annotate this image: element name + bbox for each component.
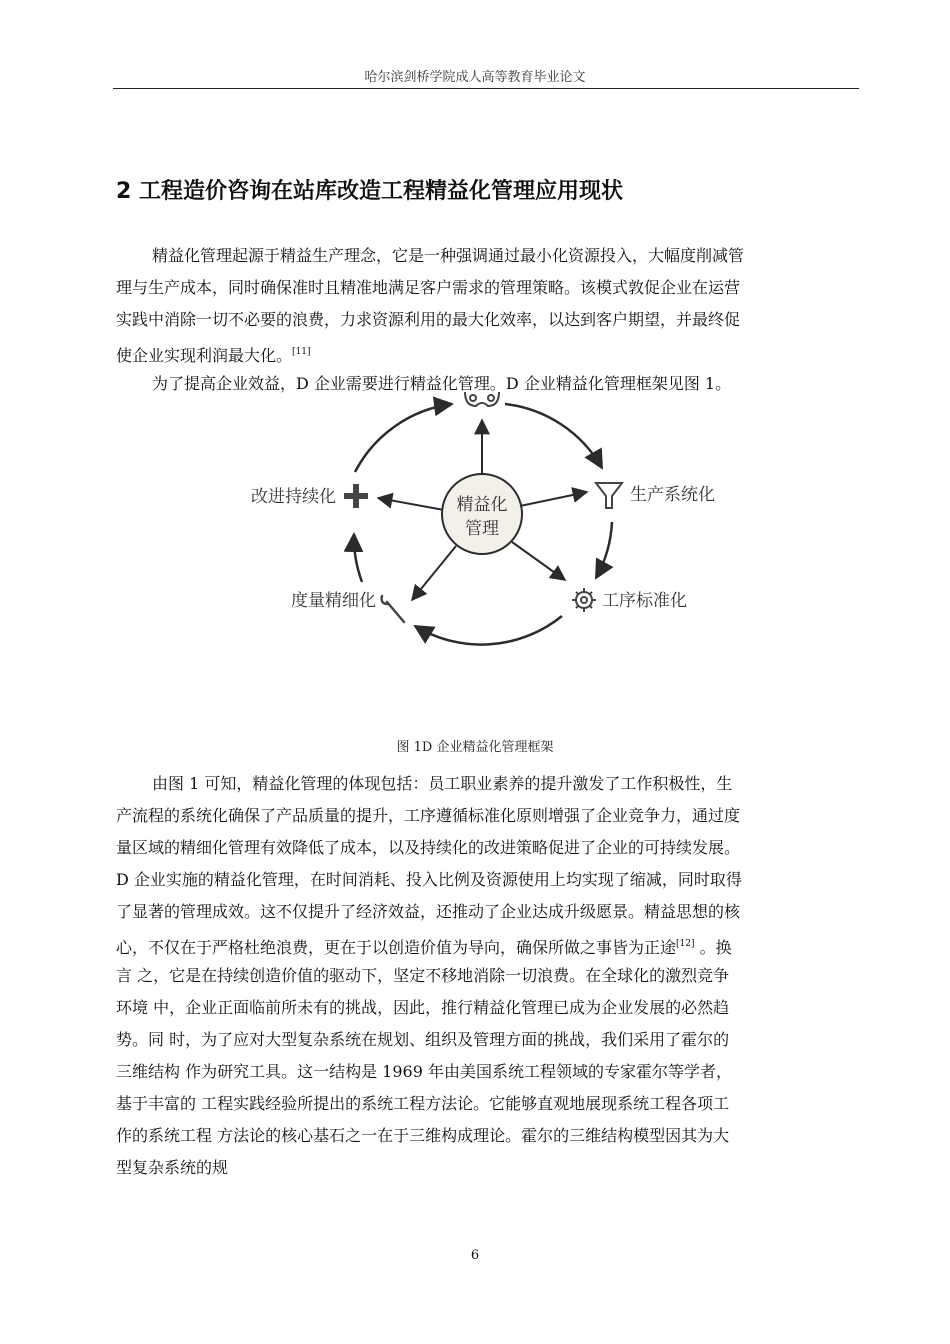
- text-line: D 企业实施的精益化管理，在时间消耗、投入比例及资源使用上均实现了缩减，同时取得: [116, 870, 742, 889]
- wrench-icon: [382, 596, 404, 622]
- funnel-icon: [596, 483, 622, 508]
- lean-management-diagram: [230, 390, 730, 650]
- text-line: 言 之，它是在持续创造价值的驱动下，坚定不移地消除一切浪费。在全球化的激烈竞争: [116, 966, 730, 985]
- text-line: 。换: [694, 938, 732, 957]
- plus-icon: [344, 484, 368, 508]
- header-title: 哈尔滨剑桥学院成人高等教育毕业论文: [364, 70, 586, 85]
- gear-icon: [572, 588, 596, 612]
- label-measurement: 度量精细化: [291, 591, 376, 611]
- header-rule: [113, 88, 859, 89]
- text-line: 为了提高企业效益，D 企业需要进行精益化管理。D 企业精益化管理框架见图 1。: [152, 374, 732, 393]
- text-line: 基于丰富的 工程实践经验所提出的系统工程方法论。它能够直观地展现系统工程各项工: [116, 1094, 730, 1113]
- text-line: 三维结构 作为研究工具。这一结构是 1969 年由美国系统工程领域的专家霍尔等学者，: [116, 1062, 732, 1081]
- text-line: 了显著的管理成效。这不仅提升了经济效益，还推动了企业达成升级愿景。精益思想的核: [116, 902, 741, 921]
- text-line: 环境 中，企业正面临前所未有的挑战，因此，推行精益化管理已成为企业发展的必然趋: [116, 998, 730, 1017]
- text-line: 产流程的系统化确保了产品质量的提升，工序遵循标准化原则增强了企业竞争力，通过度: [116, 806, 741, 825]
- text-line: 作的系统工程 方法论的核心基石之一在于三维构成理论。霍尔的三维结构模型因其为大: [116, 1126, 730, 1145]
- figure-caption: 图 1D 企业精益化管理框架: [396, 740, 554, 755]
- label-process: 工序标准化: [602, 591, 687, 611]
- text-line: 心，不仅在于严格杜绝浪费，更在于以创造价值为导向，确保所做之事皆为正途: [116, 938, 677, 957]
- paragraph-intro: [116, 240, 860, 368]
- paragraph-analysis: [116, 768, 860, 1184]
- center-label-line2: 管理: [465, 519, 499, 539]
- people-icon: [465, 392, 499, 406]
- text-line: 理与生产成本，同时确保准时且精准地满足客户需求的管理策略。该模式敦促企业在运营: [116, 278, 741, 297]
- text-line: 实践中消除一切不必要的浪费，力求资源利用的最大化效率，以达到客户期望，并最终促: [116, 310, 741, 329]
- citation: [11]: [292, 347, 311, 357]
- label-improvement: 改进持续化: [251, 487, 336, 507]
- text-line: 使企业实现利润最大化。: [116, 346, 293, 365]
- center-label-line1: 精益化: [456, 495, 508, 515]
- text-line: 量区域的精细化管理有效降低了成本，以及持续化的改进策略促进了企业的可持续发展。: [116, 838, 741, 857]
- citation: [12]: [676, 939, 695, 949]
- chapter-title: 2 工程造价咨询在站库改造工程精益化管理应用现状: [116, 179, 623, 204]
- text-line: 精益化管理起源于精益生产理念，它是一种强调通过最小化资源投入，大幅度削减管: [152, 246, 745, 265]
- text-line: 由图 1 可知，精益化管理的体现包括：员工职业素养的提升激发了工作积极性，生: [152, 774, 733, 793]
- label-production: 生产系统化: [630, 485, 715, 505]
- text-line: 型复杂系统的规: [116, 1158, 229, 1177]
- page-number: 6: [470, 1248, 480, 1263]
- text-line: 势。同 时，为了应对大型复杂系统在规划、组织及管理方面的挑战，我们采用了霍尔的: [116, 1030, 730, 1049]
